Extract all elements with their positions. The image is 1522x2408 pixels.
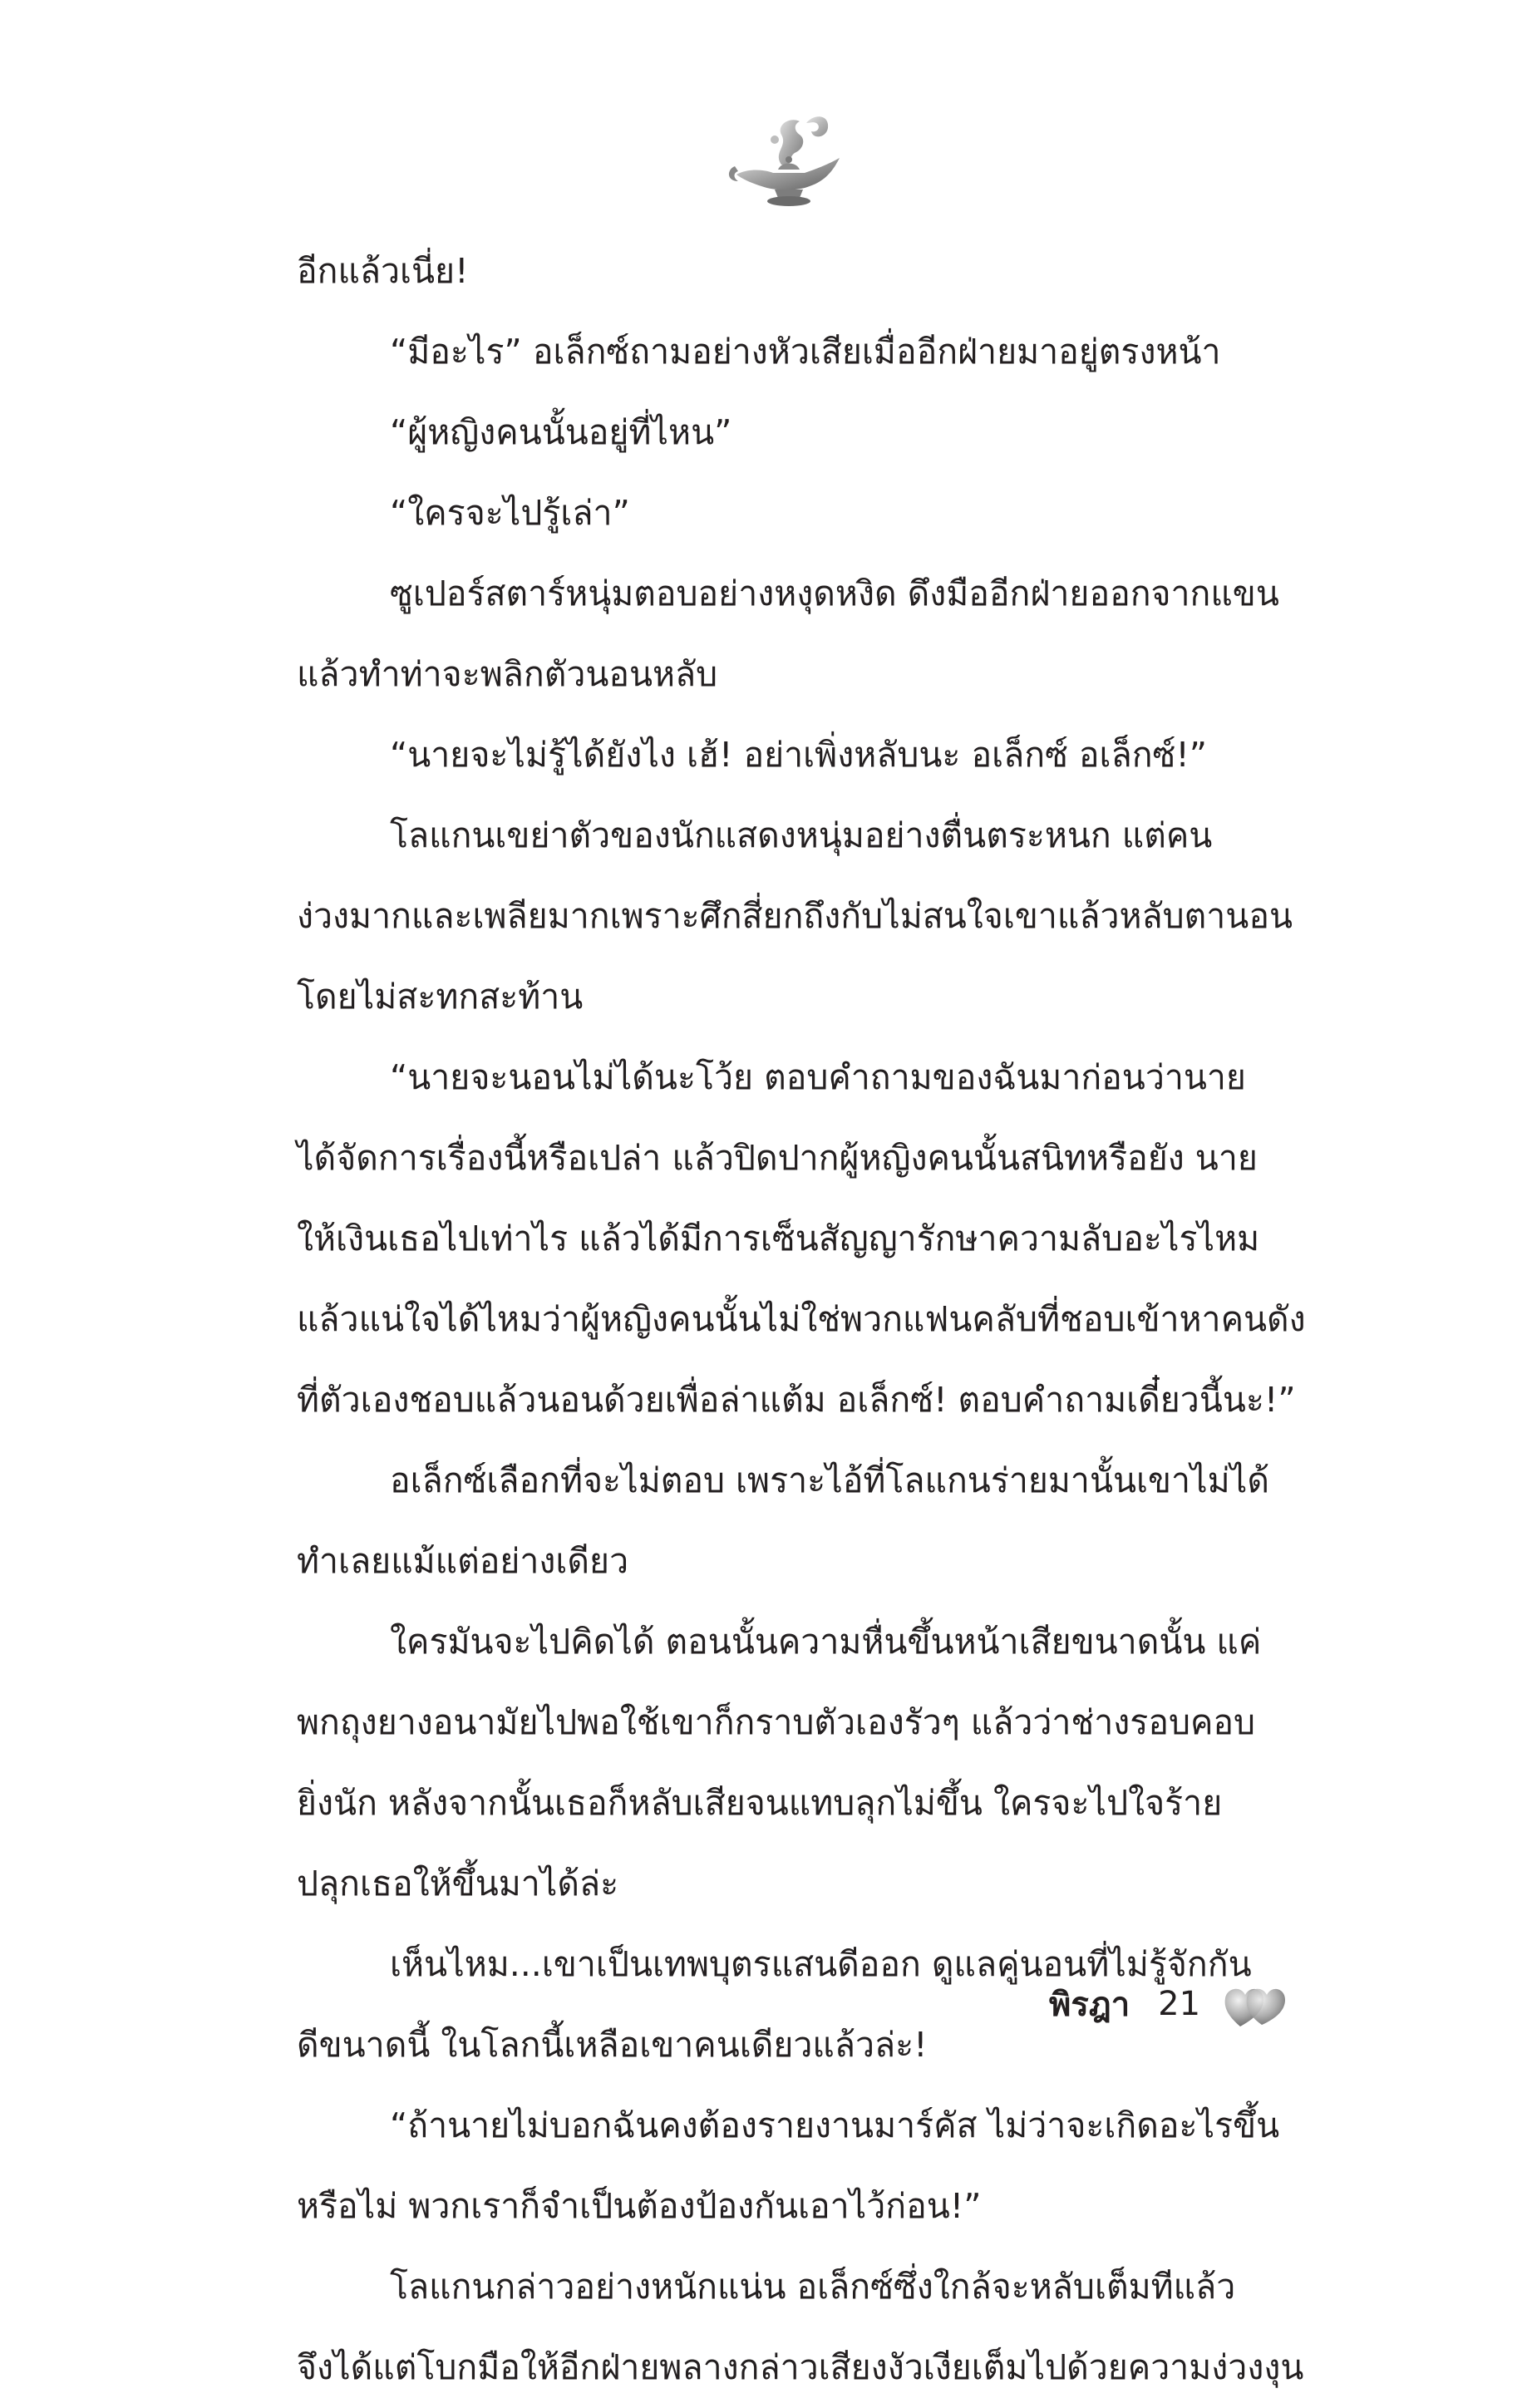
page-footer [1049, 1975, 1287, 2033]
text-line: หรือไม่ พวกเราก็จำเป็นต้องป้องกันเอาไว้ก่อน!” [297, 2186, 982, 2226]
text-line: โดยไม่สะทกสะท้าน [297, 977, 584, 1017]
text-line: ดีขนาดนี้ ในโลกนี้เหลือเขาคนเดียวแล้วล่ะ! [297, 2025, 928, 2065]
text-line: โลแกนกล่าวอย่างหนักแน่น อเล็กซ์ซึ่งใกล้จะหลับเต็มทีแล้ว [390, 2267, 1236, 2307]
text-line: ซูเปอร์สตาร์หนุ่มตอบอย่างหงุดหงิด ดึงมืออีกฝ่ายออกจากแขน [390, 574, 1279, 613]
page-body [297, 231, 1311, 2408]
text-line: แล้วแน่ใจได้ไหมว่าผู้หญิงคนนั้นไม่ใช่พวกแฟนคลับที่ชอบเข้าหาคนดัง [297, 1299, 1306, 1339]
text-line: ให้เงินเธอไปเท่าไร แล้วได้มีการเซ็นสัญญารักษาความลับอะไรไหม [297, 1219, 1260, 1258]
page-number: 21 [1158, 1985, 1201, 2023]
text-line: ทำเลยแม้แต่อย่างเดียว [297, 1541, 629, 1581]
hearts-icon [1222, 1978, 1287, 2030]
text-line: “มีอะไร” อเล็กซ์ถามอย่างหัวเสียเมื่ออีกฝ่ายมาอยู่ตรงหน้า [390, 332, 1221, 372]
text-line: พกถุงยางอนามัยไปพอใช้เขาก็กราบตัวเองรัวๆ แล้วว่าช่างรอบคอบ [297, 1702, 1256, 1742]
text-line: “นายจะไม่รู้ได้ยังไง เฮ้! อย่าเพิ่งหลับนะ อเล็กซ์ อเล็กซ์!” [390, 735, 1208, 775]
text-line: ได้จัดการเรื่องนี้หรือเปล่า แล้วปิดปากผู้หญิงคนนั้นสนิทหรือยัง นาย [297, 1138, 1258, 1178]
text-line: ปลุกเธอให้ขึ้นมาได้ล่ะ [297, 1864, 619, 1903]
text-line: “ถ้านายไม่บอกฉันคงต้องรายงานมาร์คัส ไม่ว่าจะเกิดอะไรขึ้น [390, 2105, 1280, 2145]
text-line: ที่ตัวเองชอบแล้วนอนด้วยเพื่อล่าแต้ม อเล็กซ์! ตอบคำถามเดี๋ยวนี้นะ!” [297, 1380, 1296, 1420]
footer-author: พิรฎา [1049, 1986, 1130, 2024]
text-line: ใครมันจะไปคิดได้ ตอนนั้นความหื่นขึ้นหน้าเสียขนาดนั้น แค่ [390, 1622, 1262, 1662]
text-line: อีกแล้วเนี่ย! [297, 251, 469, 291]
text-line: จึงได้แต่โบกมือให้อีกฝ่ายพลางกล่าวเสียงงัวเงียเต็มไปด้วยความง่วงงุน [297, 2347, 1304, 2387]
text-line: แล้วทำท่าจะพลิกตัวนอนหลับ [297, 654, 718, 694]
text-line: ง่วงมากและเพลียมากเพราะศึกสี่ยกถึงกับไม่สนใจเขาแล้วหลับตานอน [297, 896, 1293, 936]
text-line: เห็นไหม...เขาเป็นเทพบุตรแสนดีออก ดูแลคู่นอนที่ไม่รู้จักกัน [390, 1944, 1252, 1984]
text-line: “ผู้หญิงคนนั้นอยู่ที่ไหน” [390, 412, 732, 452]
text-line: “นายจะนอนไม่ได้นะโว้ย ตอบคำถามของฉันมาก่อนว่านาย [390, 1057, 1246, 1097]
text-line: ยิ่งนัก หลังจากนั้นเธอก็หลับเสียจนแทบลุกไม่ขึ้น ใครจะไปใจร้าย [297, 1783, 1223, 1823]
text-line: อเล็กซ์เลือกที่จะไม่ตอบ เพราะไอ้ที่โลแกนร่ายมานั้นเขาไม่ได้ [390, 1460, 1269, 1500]
genie-lamp-icon [723, 106, 848, 214]
text-line: “ใครจะไปรู้เล่า” [390, 493, 630, 533]
text-line: โลแกนเขย่าตัวของนักแสดงหนุ่มอย่างตื่นตระหนก แต่คน [390, 815, 1213, 855]
